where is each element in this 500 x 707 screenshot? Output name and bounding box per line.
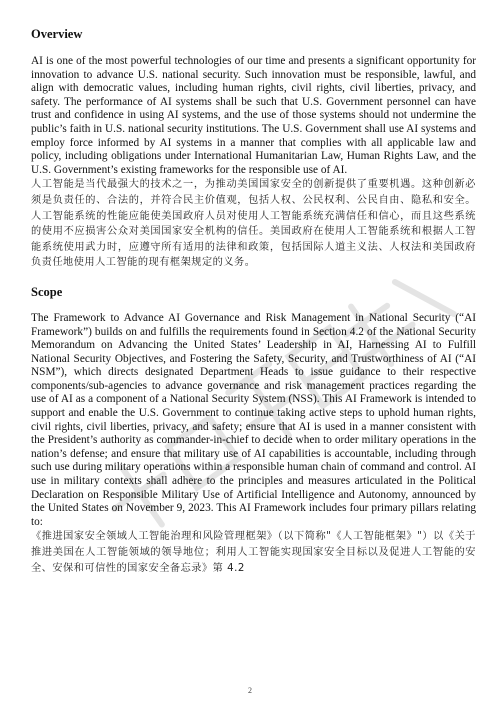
overview-paragraph-english: AI is one of the most powerful technologies of our time and presents a significant opportunity for innovation to advance U.S. national security. Such innovation must be responsible, lawful, and align with democratic values, including human rights, civil rights, civil liberties, privacy, and safety. The performance of AI systems shall be such that U.S. Government personnel can have trust and confidence in using AI systems, and the use of those systems should not undermine the public’s faith in U.S. national security institutions. The U.S. Government shall use AI systems and employ force informed by AI systems in a manner that complies with all applicable law and policy, including obligations under International Humanitarian Law, Human Rights Law, and the U.S. Government’s existing frameworks for the responsible use of AI. bbox=[31, 55, 476, 176]
document-body bbox=[31, 26, 476, 576]
page-number: 2 bbox=[248, 686, 252, 695]
scope-heading: Scope bbox=[31, 284, 63, 299]
scope-paragraph-chinese: 《推进国家安全领域人工智能治理和风险管理框架》（以下简称"《人工智能框架》"）以《关于推进美国在人工智能领域的领导地位；利用人工智能实现国家安全目标以及促进人工智能的安全、安保和可信性的国家安全备忘录》第 4.2 bbox=[31, 531, 476, 574]
scope-paragraph-english: The Framework to Advance AI Governance and Risk Management in National Security (“AI Framework”) builds on and fulfills the requirements found in Section 4.2 of the National Security Memorandum on Advancing the United States’ Leadership in AI, Harnessing AI to Fulfill National Security Objectives, and Fostering the Safety, Security, and Trustworthiness of AI (“AI NSM”), which directs designated Department Heads to issue guidance to their respective components/sub-agencies to advance governance and risk management practices regarding the use of AI as a component of a National Security System (NSS). This AI Framework is intended to support and enable the U.S. Government to continue taking active steps to uphold human rights, civil rights, civil liberties, privacy, and safety; ensure that AI is used in a manner consistent with the President’s authority as commander-in-chief to decide when to order military operations in the nation’s defense; and ensure that military use of AI capabilities is accountable, including through such use during military operations within a responsible human chain of command and control. AI use in military contexts shall adhere to the principles and measures articulated in the Political Declaration on Responsible Military Use of Artificial Intelligence and Autonomy, announced by the United States on November 9, 2023. This AI Framework includes four primary pillars relating to: bbox=[31, 311, 476, 528]
overview-heading: Overview bbox=[31, 27, 83, 41]
overview-paragraph-chinese: 人工智能是当代最强大的技术之一，为推动美国国家安全的创新提供了重要机遇。这种创新必须是负责任的、合法的，并符合民主价值观，包括人权、公民权利、公民自由、隐私和安全。人工智能系统的性能应能使美国政府人员对使用人工智能系统充满信任和信心，而且这些系统的使用不应损害公众对美国国家安全机构的信任。美国政府在使用人工智能系统和根据人工智能系统使用武力时，应遵守所有适用的法律和政策，包括国际人道主义法、人权法和美国政府负责任地使用人工智能的现有框架规定的义务。 bbox=[31, 179, 476, 269]
